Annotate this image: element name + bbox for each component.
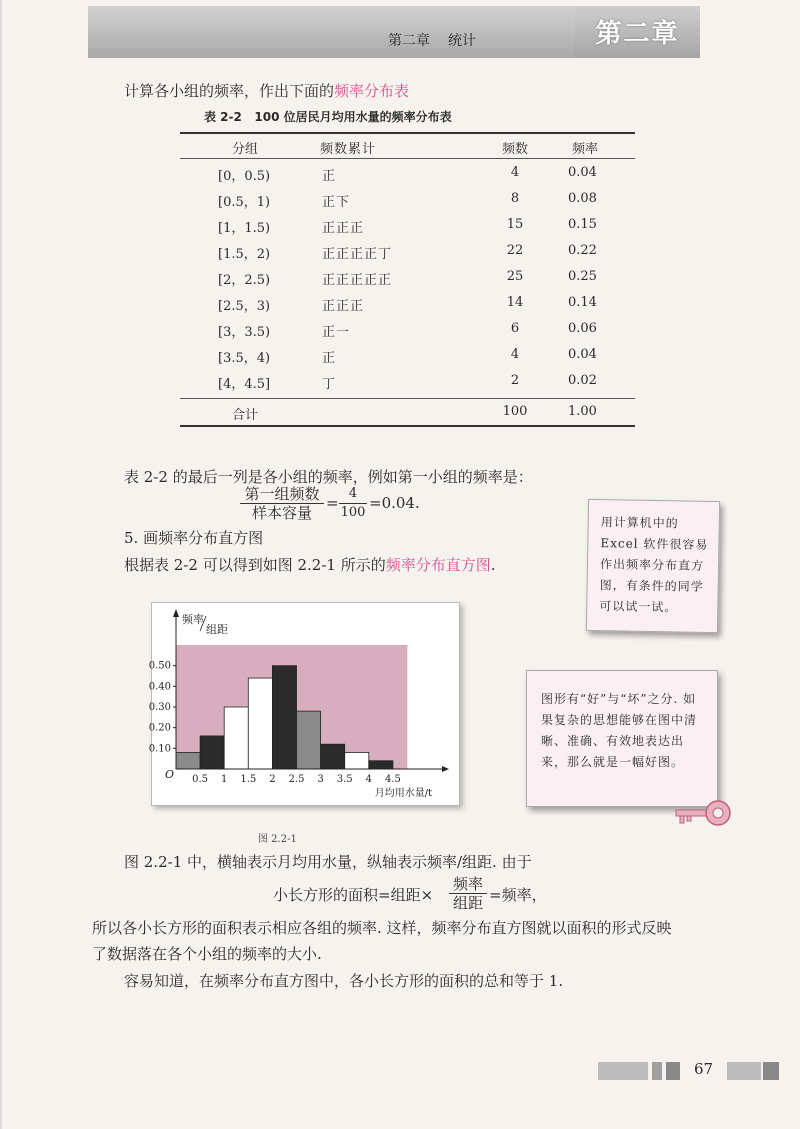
table-bottom-rule [180,425,635,427]
y-tick-label: 0.50 [148,660,171,672]
count-cell: 2 [510,373,520,388]
group-cell: [3，3.5) [218,325,271,340]
tally-cell: 正正正 [322,299,365,314]
table-top-rule [180,132,635,134]
histogram-chart [148,603,459,805]
formula2-denominator: 组距 [452,894,483,912]
footer-decoration [727,1062,761,1080]
tally-cell: 正 [322,169,337,184]
formula1-equals: = [326,494,339,512]
frequency-cell: 0.22 [568,243,597,258]
histogram-bar [272,666,296,769]
paragraph-3: 图 2.2-1 中，横轴表示月均用水量，纵轴表示频率/组距. 由于 [124,853,532,871]
formula2-numerator: 频率 [449,875,487,894]
footer-decoration [652,1062,662,1080]
frequency-cell: 0.04 [568,347,597,362]
count-cell: 8 [510,191,520,206]
count-cell: 6 [510,321,520,336]
paragraph-2-highlight: 频率分布直方图 [385,556,491,574]
y-tick-label: 0.40 [148,681,171,693]
table-caption-title: 100 位居民月均用水量的频率分布表 [254,110,452,124]
formula1-numerator: 第一组频数 [240,485,324,504]
x-tick-label: 3.5 [336,774,353,785]
histogram-bar [248,678,272,769]
paragraph-2-prefix: 根据表 2-2 可以得到如图 2.2-1 所示的 [124,556,386,574]
paragraph-2-suffix: . [490,556,496,574]
x-axis-label: 月均用水量/t [374,788,432,799]
formula1-numerator-2: 4 [339,485,367,504]
histogram-figure [148,602,460,806]
formula1-fraction [240,485,324,522]
tally-cell: 正正正正丁 [322,247,393,262]
footer-decoration [598,1062,648,1080]
paragraph-1: 表 2-2 的最后一列是各小组的频率，例如第一小组的频率是： [124,468,533,486]
total-label: 合计 [232,408,259,423]
count-cell: 15 [506,217,524,232]
y-axis-arrow [173,609,179,617]
group-cell: [0.5，1) [218,195,271,210]
x-tick-label: 1.5 [240,774,257,785]
footer-decoration [763,1062,779,1080]
header-frequency: 频率 [572,142,599,157]
tally-cell: 正一 [322,325,351,340]
x-tick-label: 2.5 [288,774,305,785]
side-note-good-graph [526,670,718,807]
group-cell: [2，2.5) [218,273,271,288]
header-chapter-caption: 第二章 [388,33,430,49]
key-icon [674,796,734,832]
formula1-fraction-2 [339,485,367,522]
histogram-bar [200,736,224,769]
count-cell: 25 [506,269,524,284]
y-tick-label: 0.30 [148,702,171,713]
header-caption [388,30,494,50]
page-edge [0,0,2,1129]
formula1-result: =0.04. [369,494,420,512]
y-axis-label-bottom: 组距 [206,623,228,636]
x-tick-label: 1 [221,774,228,785]
tally-cell: 丁 [322,377,337,392]
tally-cell: 正下 [322,195,351,210]
intro-prefix: 计算各小组的频率，作出下面的 [124,82,335,100]
footer-decoration [666,1062,680,1080]
group-cell: [1.5，2) [218,247,271,262]
y-tick-label: 0.20 [148,722,171,734]
tally-cell: 正正正正正 [322,273,393,288]
origin-label: O [165,768,175,781]
histogram-bar [176,752,200,769]
group-cell: [2.5，3) [218,299,271,314]
x-axis-arrow [442,766,449,772]
formula2-left: 小长方形的面积=组距× [273,886,434,904]
intro-text [124,80,409,101]
group-cell: [4，4.5] [218,377,271,392]
frequency-cell: 0.08 [568,191,597,206]
page-number: 67 [694,1060,714,1078]
x-tick-label: 2 [269,774,276,785]
table-caption-number: 表 2-2 [204,110,242,124]
frequency-cell: 0.04 [568,165,597,180]
formula1-denominator: 样本容量 [251,504,312,522]
header-count: 频数 [501,142,528,157]
side-note-excel-text: 用计算机中的Excel 软件很容易作出频率分布直方图，有条件的同学可以试一试。 [599,515,709,615]
paragraph-5: 容易知道，在频率分布直方图中，各小长方形的面积的总和等于 1. [124,972,564,990]
section-5-heading: 5. 画频率分布直方图 [124,529,264,547]
paragraph-4-line-1: 所以各小长方形的面积表示相应各组的频率. 这样，频率分布直方图就以面积的形式反映 [92,919,672,937]
side-note-good-graph-text: 图形有“好”与“坏”之分. 如果复杂的思想能够在图中清晰、准确、有效地表达出来，那么就是一幅好图。 [541,692,698,769]
chapter-tab: 第二章 [575,6,700,58]
intro-highlight: 频率分布表 [334,82,410,100]
histogram-bar [369,761,393,769]
header-group: 分组 [232,142,259,157]
histogram-bar [345,752,369,769]
header-section-caption: 统计 [448,33,476,49]
group-cell: [3.5，4) [218,351,271,366]
count-cell: 4 [510,347,520,362]
x-tick-label: 4.5 [384,774,401,785]
count-cell: 14 [506,295,524,310]
y-tick-label: 0.10 [148,743,171,755]
formula2-right: =频率， [489,886,547,904]
header-tally: 频数累计 [320,142,377,157]
paragraph-2 [124,554,496,575]
total-count: 100 [502,404,528,419]
formula1-denominator-2: 100 [340,505,366,520]
count-cell: 22 [506,243,524,258]
formula2-fraction [449,875,487,912]
tally-cell: 正正正 [322,221,365,236]
y-axis-label-top: 频率 [182,613,204,626]
side-note-excel [586,499,720,633]
histogram-bar [224,707,248,769]
frequency-cell: 0.02 [568,373,597,388]
table-caption [204,108,452,125]
paragraph-4-line-2: 了数据落在各个小组的频率的大小. [92,945,322,963]
group-cell: [1，1.5) [218,221,271,236]
x-tick-label: 3 [317,774,324,785]
histogram-bar [297,711,321,769]
table-total-rule [180,398,635,399]
frequency-cell: 0.14 [568,295,597,310]
total-frequency: 1.00 [568,404,597,419]
count-cell: 4 [510,165,520,180]
figure-caption: 图 2.2-1 [258,834,297,845]
tally-cell: 正 [322,351,337,366]
table-header-rule [180,158,635,159]
frequency-cell: 0.06 [568,321,597,336]
x-tick-label: 0.5 [192,774,209,785]
frequency-cell: 0.15 [568,217,597,232]
group-cell: [0，0.5) [218,169,271,184]
frequency-cell: 0.25 [568,269,597,284]
histogram-bar [321,744,345,769]
x-tick-label: 4 [365,774,372,785]
